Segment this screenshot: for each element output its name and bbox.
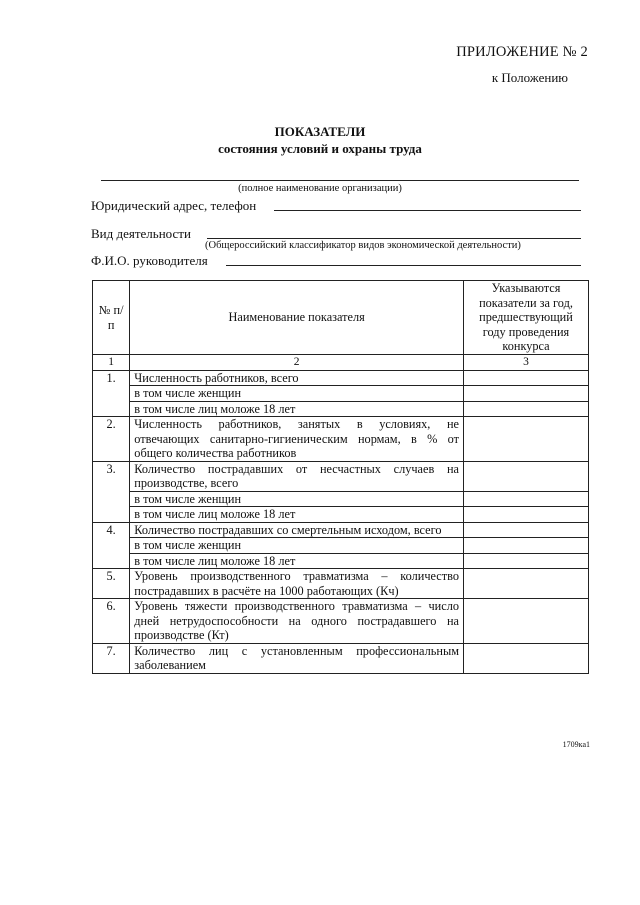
value-cell[interactable] bbox=[463, 491, 588, 507]
table-row bbox=[93, 461, 589, 491]
row-indicator: Количество пострадавших от несчастных случаев на производстве, всего bbox=[130, 461, 464, 491]
address-field[interactable] bbox=[274, 210, 581, 211]
table-row bbox=[93, 507, 589, 523]
row-indicator: Численность работников, всего bbox=[130, 370, 464, 386]
column-number-1: 1 bbox=[93, 355, 130, 371]
column-number-3: 3 bbox=[463, 355, 588, 371]
row-indicator: Численность работников, занятых в условиях, не отвечающих санитарно-гигиеническим нормам, в % от общего количества работников bbox=[130, 417, 464, 462]
table-row bbox=[93, 643, 589, 673]
table-row bbox=[93, 491, 589, 507]
row-indicator: Количество пострадавших со смертельным исходом, всего bbox=[130, 522, 464, 538]
org-name-caption: (полное наименование организации) bbox=[238, 183, 402, 194]
document-stamp: 1709ка1 bbox=[562, 740, 590, 749]
value-cell[interactable] bbox=[463, 370, 588, 386]
row-indicator: в том числе лиц моложе 18 лет bbox=[130, 553, 464, 569]
row-number: 7. bbox=[93, 643, 130, 673]
value-cell[interactable] bbox=[463, 643, 588, 673]
value-cell[interactable] bbox=[463, 569, 588, 599]
row-indicator: в том числе женщин bbox=[130, 491, 464, 507]
address-label: Юридический адрес, телефон bbox=[91, 198, 257, 213]
table-row bbox=[93, 522, 589, 538]
table-row bbox=[93, 370, 589, 386]
director-field[interactable] bbox=[226, 265, 581, 266]
page-subtitle: состояния условий и охраны труда bbox=[218, 141, 422, 156]
indicators-table bbox=[92, 280, 589, 674]
header-number: № п/п bbox=[93, 281, 130, 355]
page-title: ПОКАЗАТЕЛИ bbox=[274, 124, 366, 139]
table-row bbox=[93, 538, 589, 554]
row-indicator: в том числе лиц моложе 18 лет bbox=[130, 401, 464, 417]
value-cell[interactable] bbox=[463, 461, 588, 491]
row-number: 5. bbox=[93, 569, 130, 599]
value-cell[interactable] bbox=[463, 386, 588, 402]
value-cell[interactable] bbox=[463, 507, 588, 523]
row-number: 4. bbox=[93, 522, 130, 569]
value-cell[interactable] bbox=[463, 522, 588, 538]
value-cell[interactable] bbox=[463, 401, 588, 417]
activity-field[interactable] bbox=[207, 238, 581, 239]
table-row bbox=[93, 569, 589, 599]
table-row bbox=[93, 417, 589, 462]
value-cell[interactable] bbox=[463, 599, 588, 644]
value-cell[interactable] bbox=[463, 538, 588, 554]
row-number: 2. bbox=[93, 417, 130, 462]
appendix-label: ПРИЛОЖЕНИЕ № 2 bbox=[456, 44, 588, 60]
row-indicator: в том числе женщин bbox=[130, 538, 464, 554]
activity-caption: (Общероссийский классификатор видов экономической деятельности) bbox=[205, 240, 521, 251]
value-cell[interactable] bbox=[463, 417, 588, 462]
table-row bbox=[93, 553, 589, 569]
table-row bbox=[93, 599, 589, 644]
row-indicator: в том числе лиц моложе 18 лет bbox=[130, 507, 464, 523]
row-number: 1. bbox=[93, 370, 130, 417]
row-indicator: в том числе женщин bbox=[130, 386, 464, 402]
header-value: Указываются показатели за год, предшествующий году проведения конкурса bbox=[463, 281, 588, 355]
table-row bbox=[93, 401, 589, 417]
row-number: 6. bbox=[93, 599, 130, 644]
row-number: 3. bbox=[93, 461, 130, 522]
activity-label: Вид деятельности bbox=[91, 226, 191, 241]
header-indicator-name: Наименование показателя bbox=[130, 281, 464, 355]
row-indicator: Количество лиц с установленным профессиональным заболеванием bbox=[130, 643, 464, 673]
value-cell[interactable] bbox=[463, 553, 588, 569]
org-name-field[interactable] bbox=[101, 180, 579, 181]
column-number-2: 2 bbox=[130, 355, 464, 371]
appendix-reference: к Положению bbox=[491, 70, 568, 85]
director-label: Ф.И.О. руководителя bbox=[91, 253, 208, 268]
table-row bbox=[93, 386, 589, 402]
row-indicator: Уровень производственного травматизма – количество пострадавших в расчёте на 1000 работающих (Кч) bbox=[130, 569, 464, 599]
row-indicator: Уровень тяжести производственного травматизма – число дней нетрудоспособности на одного пострадавшего на производстве (Кт) bbox=[130, 599, 464, 644]
